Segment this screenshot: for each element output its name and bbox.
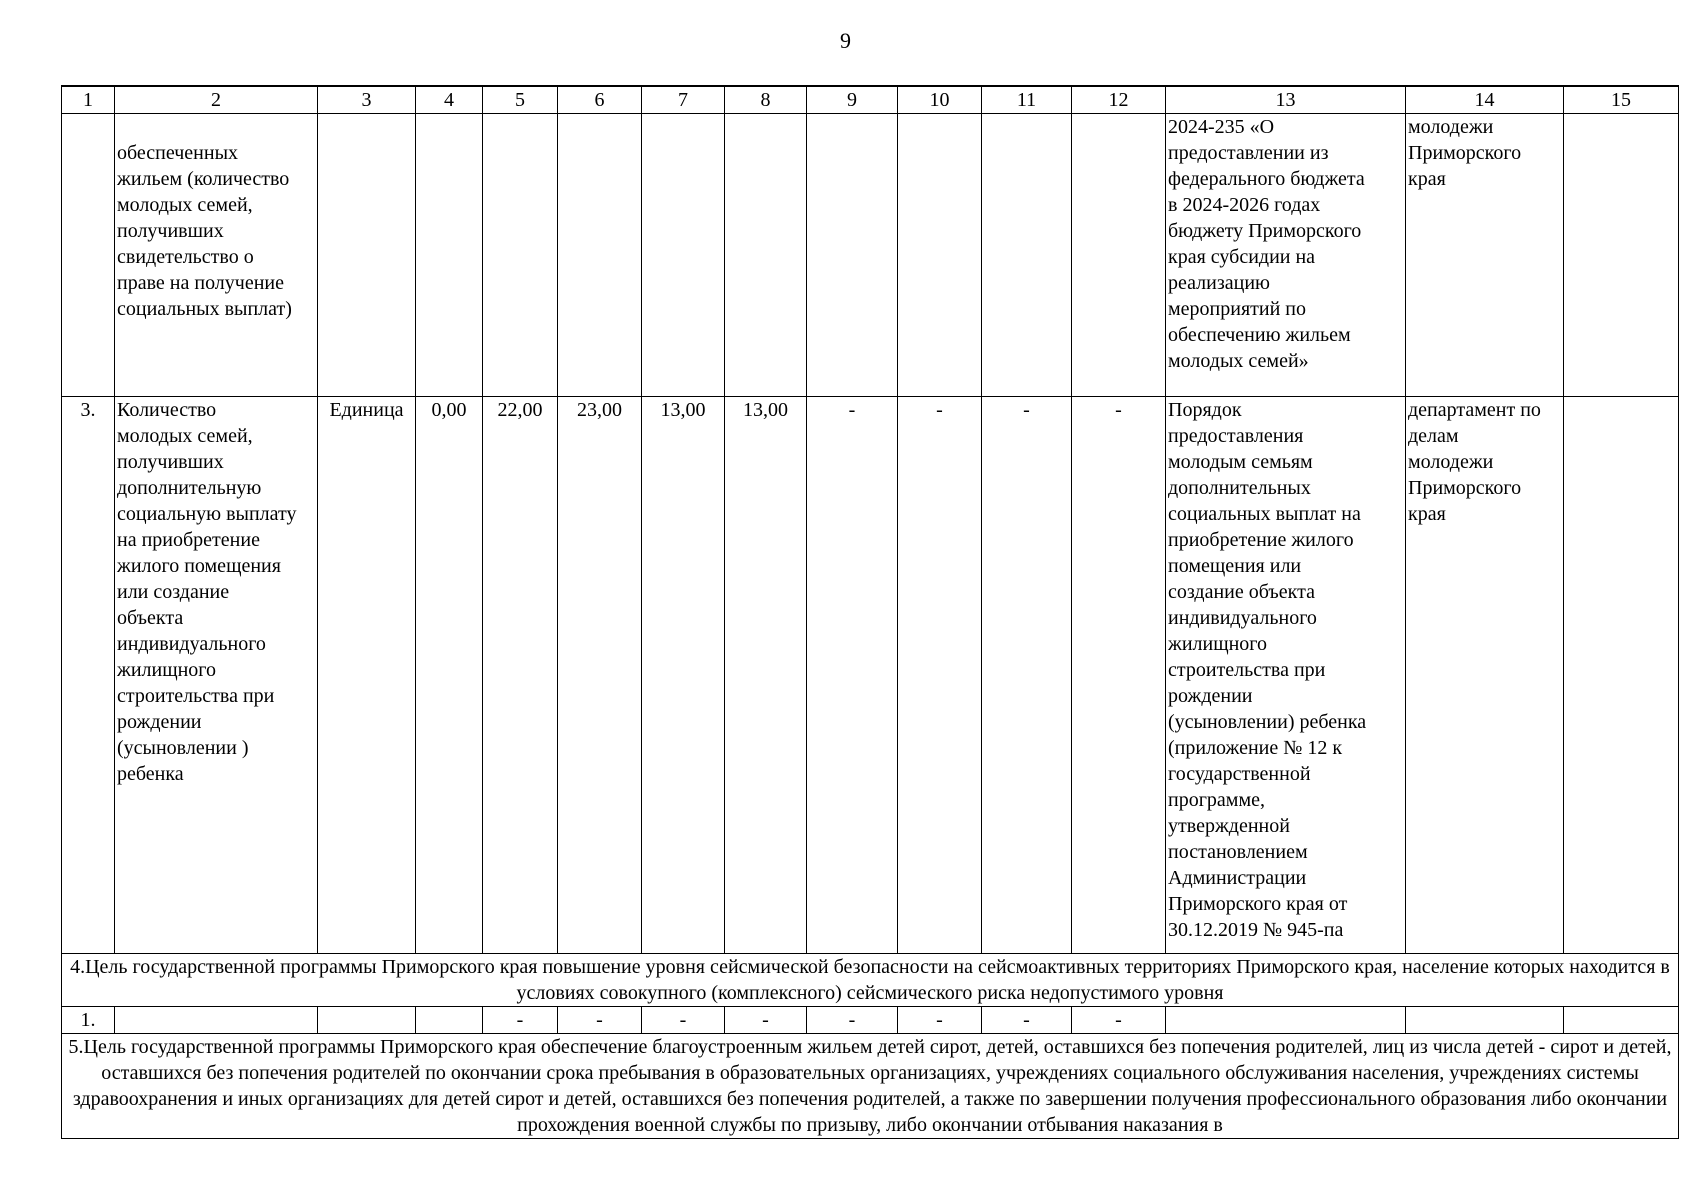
col-num-4: 4 <box>416 86 483 114</box>
col-num-3: 3 <box>318 86 416 114</box>
document-basis-cell: Порядок предоставления молодым семьям дополнительных социальных выплат на приобретение жилого помещения или создание объекта индивидуального жилищного строительства при рождении (усыновлении) ребенка (приложение № 12 к государственной программе, утвержденной постановлением Администрации Приморского края от 30.12.2019 № 945-па <box>1166 397 1406 954</box>
column-number-row <box>62 86 1679 114</box>
value-cell-5: 22,00 <box>483 397 558 954</box>
col-num-9: 9 <box>807 86 898 114</box>
goal-row-5 <box>62 1034 1679 1139</box>
col-num-8: 8 <box>725 86 807 114</box>
goal-4-text: 4.Цель государственной программы Приморского края повышение уровня сейсмической безопасности на сейсмоактивных территориях Приморского края, население которых находится в условиях совокупного (комплексного) сейсмического риска недопустимого уровня <box>62 954 1679 1007</box>
value-cell-12: - <box>1072 1007 1166 1034</box>
value-cell-10: - <box>898 397 982 954</box>
responsible-body-cell: департамент по делам молодежи Приморского края <box>1406 397 1564 954</box>
cell-empty <box>558 114 642 397</box>
col-num-1: 1 <box>62 86 115 114</box>
table-row <box>62 397 1679 954</box>
cell-empty <box>318 114 416 397</box>
col-num-13: 13 <box>1166 86 1406 114</box>
unit-cell: Единица <box>318 397 416 954</box>
cell-empty <box>1406 1007 1564 1034</box>
cell-empty <box>1166 1007 1406 1034</box>
row-number-cell: 1. <box>62 1007 115 1034</box>
cell-empty <box>416 114 483 397</box>
col-num-11: 11 <box>982 86 1072 114</box>
cell-empty <box>898 114 982 397</box>
value-cell-9: - <box>807 1007 898 1034</box>
value-cell-6: 23,00 <box>558 397 642 954</box>
document-basis-cell: 2024-235 «О предоставлении из федерального бюджета в 2024-2026 годах бюджету Приморского края субсидии на реализацию мероприятий по обеспечению жильем молодых семей» <box>1166 114 1406 397</box>
cell-empty <box>807 114 898 397</box>
cell-empty <box>1564 114 1679 397</box>
responsible-body-cell: молодежи Приморского края <box>1406 114 1564 397</box>
value-cell-8: 13,00 <box>725 397 807 954</box>
cell-empty <box>115 1007 318 1034</box>
cell-empty <box>318 1007 416 1034</box>
cell-empty <box>982 114 1072 397</box>
col-num-14: 14 <box>1406 86 1564 114</box>
value-cell-11: - <box>982 1007 1072 1034</box>
value-cell-4: 0,00 <box>416 397 483 954</box>
col-num-12: 12 <box>1072 86 1166 114</box>
cell-empty <box>62 114 115 397</box>
table-row <box>62 1007 1679 1034</box>
value-cell-9: - <box>807 397 898 954</box>
value-cell-7: - <box>642 1007 725 1034</box>
col-num-5: 5 <box>483 86 558 114</box>
goal-row-4 <box>62 954 1679 1007</box>
cell-empty <box>1564 397 1679 954</box>
value-cell-8: - <box>725 1007 807 1034</box>
value-cell-5: - <box>483 1007 558 1034</box>
table-row-continued <box>62 114 1679 397</box>
col-num-7: 7 <box>642 86 725 114</box>
value-cell-12: - <box>1072 397 1166 954</box>
row-number-cell: 3. <box>62 397 115 954</box>
page-number: 9 <box>840 28 851 53</box>
cell-empty <box>416 1007 483 1034</box>
col-num-2: 2 <box>115 86 318 114</box>
cell-empty <box>1072 114 1166 397</box>
cell-empty <box>725 114 807 397</box>
cell-empty <box>642 114 725 397</box>
indicators-table <box>61 85 1679 1139</box>
cell-empty <box>483 114 558 397</box>
col-num-6: 6 <box>558 86 642 114</box>
goal-5-text: 5.Цель государственной программы Приморского края обеспечение благоустроенным жильем детей сирот, детей, оставшихся без попечения родителей, лиц из числа детей - сирот и детей, оставшихся без попечения родителей по окончании срока пребывания в образовательных организациях, учреждениях социального обслуживания населения, учреждениях системы здравоохранения и иных организациях для детей сирот и детей, оставшихся без попечения родителей, а также по завершении получения профессионального образования либо окончании прохождения военной службы по призыву, либо окончании отбывания наказания в <box>62 1034 1679 1139</box>
value-cell-10: - <box>898 1007 982 1034</box>
cell-empty <box>1564 1007 1679 1034</box>
value-cell-11: - <box>982 397 1072 954</box>
col-num-15: 15 <box>1564 86 1679 114</box>
indicator-name-cell: Количество молодых семей, получивших дополнительную социальную выплату на приобретение жилого помещения или создание объекта индивидуального жилищного строительства при рождении (усыновлении ) ребенка <box>115 397 318 954</box>
value-cell-7: 13,00 <box>642 397 725 954</box>
indicator-name-cell: обеспеченных жильем (количество молодых семей, получивших свидетельство о праве на получение социальных выплат) <box>115 114 318 397</box>
col-num-10: 10 <box>898 86 982 114</box>
value-cell-6: - <box>558 1007 642 1034</box>
